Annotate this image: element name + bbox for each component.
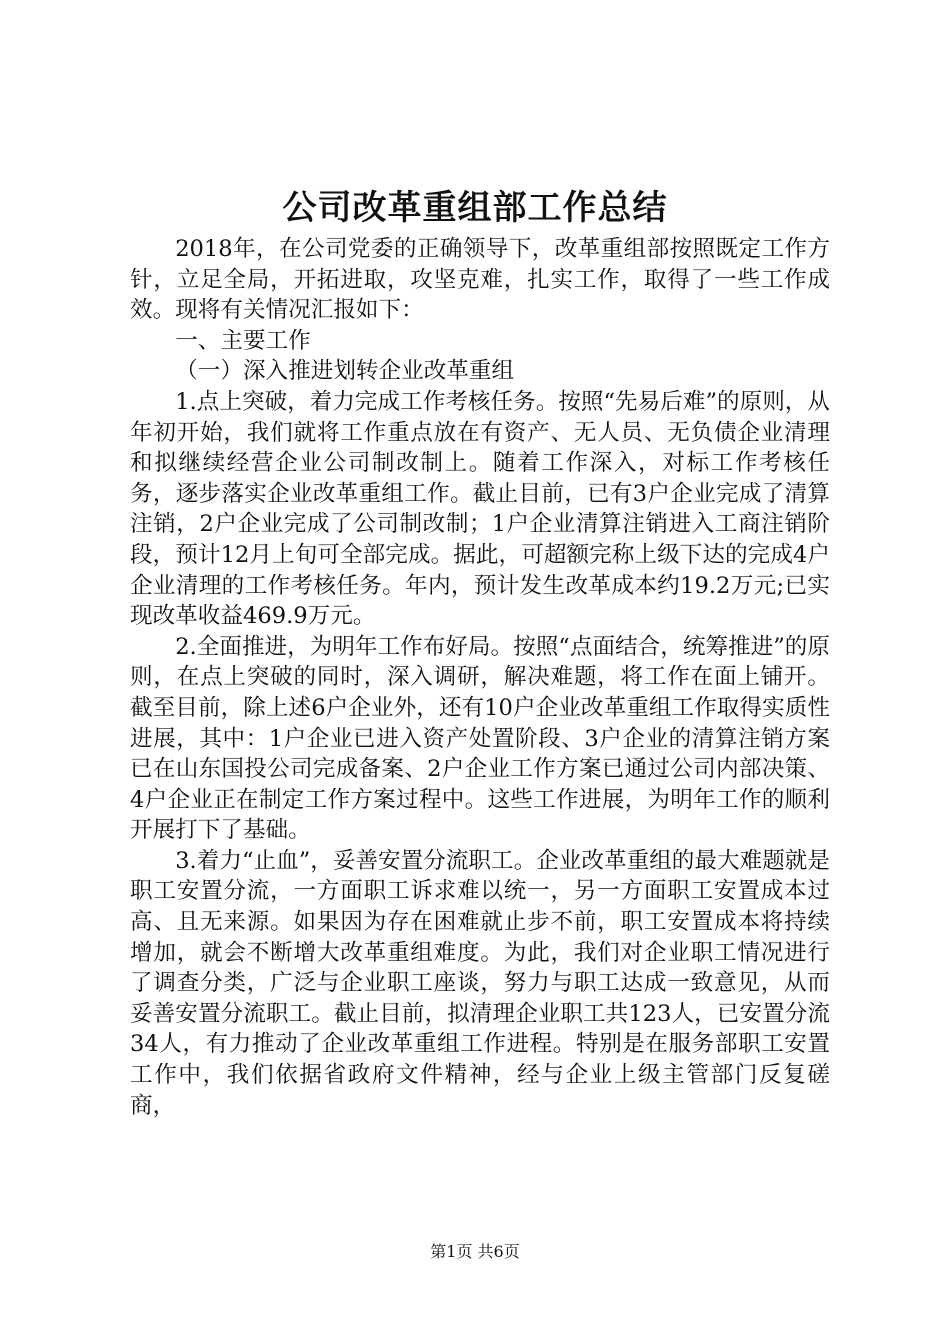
- document-body: [130, 234, 830, 1121]
- document-title: 公司改革重组部工作总结: [282, 188, 668, 228]
- paragraph-item-2: 2.全面推进，为明年工作布好局。按照“点面结合，统筹推进”的原则，在点上突破的同时，深入调研，解决难题，将工作在面上铺开。截至目前，除上述6户企业外，还有10户企业改革重组工作取得实质性进展，其中：1户企业已进入资产处置阶段、3户企业的清算注销方案已在山东国投公司完成备案、2户企业工作方案已通过公司内部决策、4户企业正在制定工作方案过程中。这些工作进展，为明年工作的顺利开展打下了基础。: [130, 633, 830, 844]
- paragraph-item-1: 1.点上突破，着力完成工作考核任务。按照“先易后难”的原则，从年初开始，我们就将工作重点放在有资产、无人员、无负债企业清理和拟继续经营企业公司制改制上。随着工作深入，对标工作考核任务，逐步落实企业改革重组工作。截止目前，已有3户企业完成了清算注销，2户企业完成了公司制改制；1户企业清算注销进入工商注销阶段，预计12月上旬可全部完成。据此，可超额完称上级下达的完成4户企业清理的工作考核任务。年内，预计发生改革成本约19.2万元;已实现改革收益469.9万元。: [130, 388, 830, 630]
- page-footer: 第1页 共6页: [430, 1242, 520, 1261]
- heading-main-work: 一、主要工作: [175, 327, 311, 354]
- subheading-section-1: （一）深入推进划转企业改革重组: [175, 358, 515, 385]
- paragraph-item-3: 3.着力“止血”，妥善安置分流职工。企业改革重组的最大难题就是职工安置分流，一方面职工诉求难以统一，另一方面职工安置成本过高、且无来源。如果因为存在困难就止步不前，职工安置成本将持续增加，就会不断增大改革重组难度。为此，我们对企业职工情况进行了调查分类，广泛与企业职工座谈，努力与职工达成一致意见，从而妥善安置分流职工。截止目前，拟清理企业职工共123人，已安置分流34人，有力推动了企业改革重组工作进程。特别是在服务部职工安置工作中，我们依据省政府文件精神，经与企业上级主管部门反复磋商，: [130, 847, 830, 1119]
- paragraph-intro: 2018年，在公司党委的正确领导下，改革重组部按照既定工作方针，立足全局，开拓进取，攻坚克难，扎实工作，取得了一些工作成效。现将有关情况汇报如下：: [130, 236, 830, 324]
